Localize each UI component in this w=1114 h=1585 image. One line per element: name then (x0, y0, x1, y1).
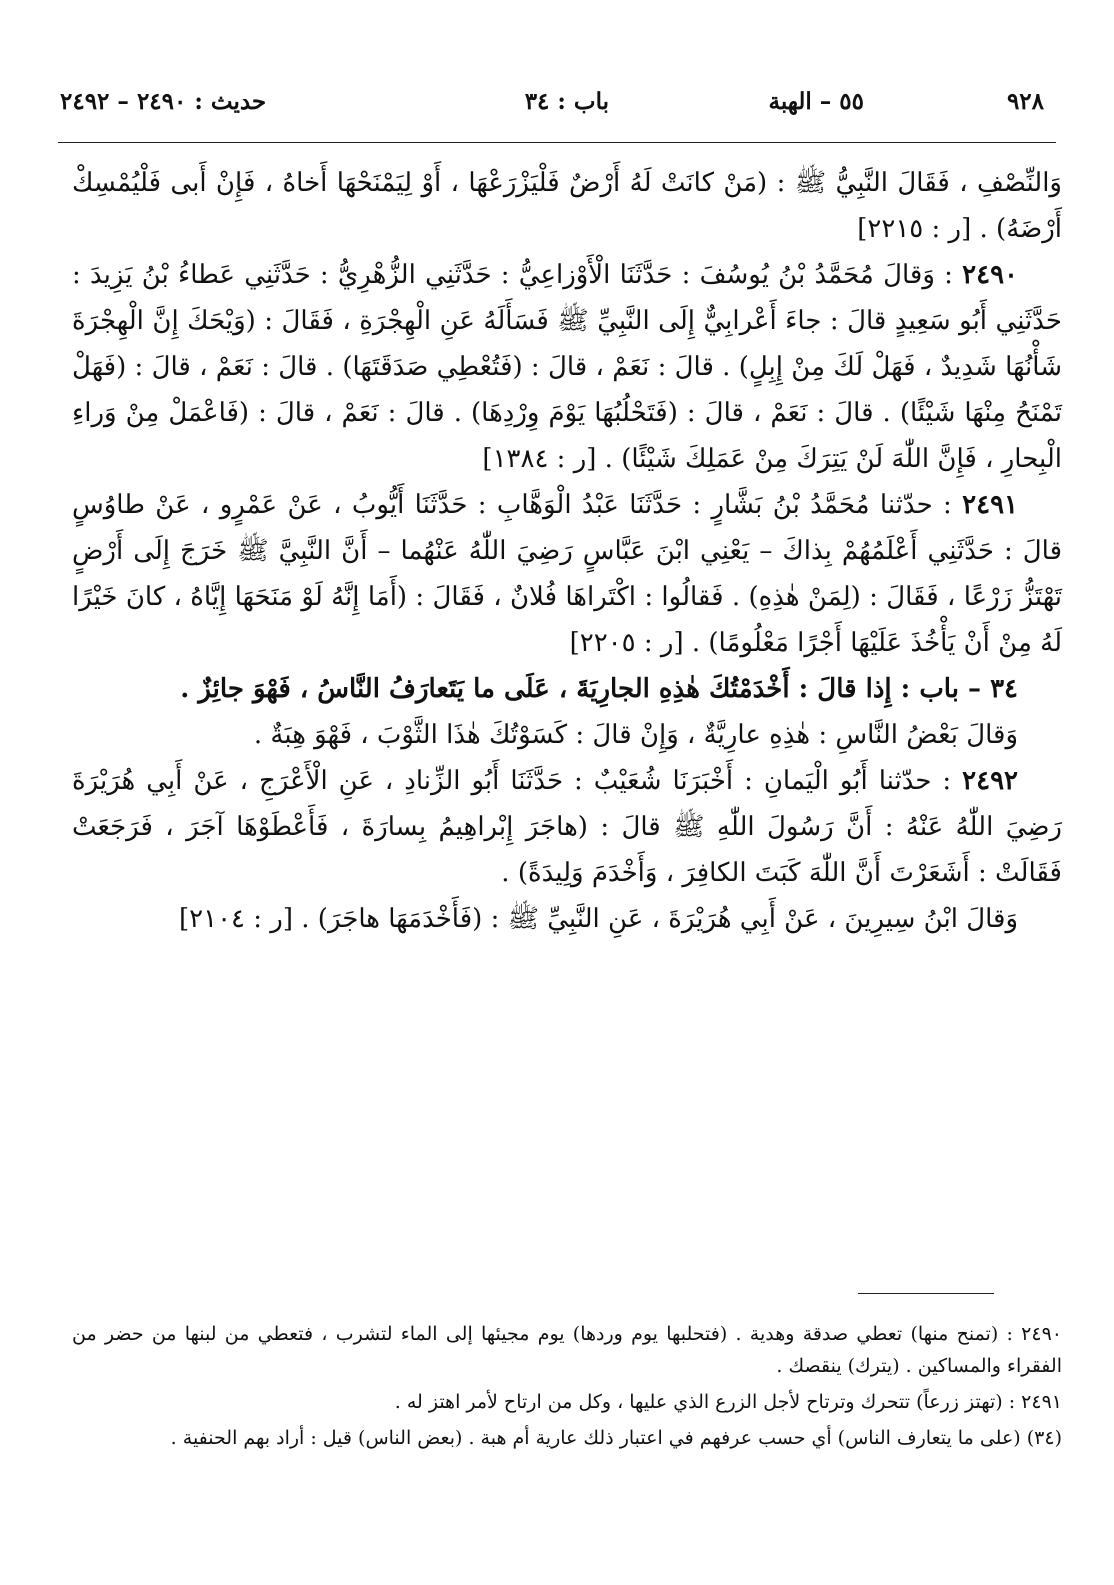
paragraph (72, 160, 1062, 252)
hadith-number: ٢٤٩١ (962, 490, 1018, 520)
hadith-number: ٢٤٩٠ (962, 260, 1018, 290)
running-header (60, 88, 1054, 128)
paragraph (72, 896, 1062, 942)
hadith-paragraph (72, 758, 1062, 896)
paragraph-text: : حدّثنا مُحَمَّدُ بْنُ بَشَّارٍ : حَدَّثَنَا عَبْدُ الْوَهَّابِ : حَدَّثَنَا أَيُّوبُ ، عَنْ عَمْرٍو ، عَنْ طاوُسٍ قالَ : حَدَّثَنِي أَعْلَمُهُمْ بِذاكَ – يَعْنِي ابْنَ عَبَّاسٍ رَضِيَ اللّٰهُ عَنْهُما – أَنَّ النَّبِيَّ ﷺ خَرَجَ إِلَى أَرْضٍ تَهْتَزُّ زَرْعًا ، فَقَالَ : (لِمَنْ هٰذِهِ) . فَقالُوا : اكْتَراهَا فُلانٌ ، فَقَالَ : (أَمَا إِنَّهُ لَوْ مَنَحَهَا إِيَّاهُ ، كانَ خَيْرًا لَهُ مِنْ أَنْ يَأْخُذَ عَلَيْهَا أَجْرًا مَعْلُومًا) . [ر : ٢٢٠٥] (72, 490, 1062, 658)
hadith-range: حديث : ٢٤٩٠ – ٢٤٩٢ (60, 88, 267, 115)
chapter-heading (72, 666, 1062, 712)
paragraph-text: وَقالَ ابْنُ سِيرِينَ ، عَنْ أَبِي هُرَيْرَةَ ، عَنِ النَّبِيِّ ﷺ : (فَأَخْدَمَهَا هاجَرَ) . [ر : ٢١٠٤] (179, 904, 1018, 934)
paragraph-text: : وَقالَ مُحَمَّدُ بْنُ يُوسُفَ : حَدَّثَنَا الْأَوْزاعِيُّ : حَدَّثَنِي الزُّهْرِيُّ : حَدَّثَنِي عَطاءُ بْنُ يَزِيدَ : حَدَّثَنِي أَبُو سَعِيدٍ قالَ : جاءَ أَعْرابِيٌّ إِلَى النَّبِيِّ ﷺ فَسَأَلَهُ عَنِ الْهِجْرَةِ ، فَقَالَ : (وَيْحَكَ إِنَّ الْهِجْرَةَ شَأْنُهَا شَدِيدٌ ، فَهَلْ لَكَ مِنْ إِبِلٍ) . قالَ : نَعَمْ ، قالَ : (فَتُعْطِي صَدَقَتَهَا) . قالَ : نَعَمْ ، قالَ : (فَهَلْ تَمْنَحُ مِنْهَا شَيْئًا) . قالَ : نَعَمْ ، قالَ : (فَتَحْلُبُهَا يَوْمَ وِرْدِهَا) . قالَ : نَعَمْ ، قالَ : (فَاعْمَلْ مِنْ وَراءِ الْبِحارِ ، فَإِنَّ اللّٰهَ لَنْ يَتِرَكَ مِنْ عَمَلِكَ شَيْئًا) . [ر : ١٣٨٤] (72, 260, 1062, 474)
paragraph-text: : حدّثنا أَبُو الْيَمانِ : أَخْبَرَنَا شُعَيْبٌ : حَدَّثَنَا أَبُو الزِّنادِ ، عَنِ الْأَعْرَجِ ، عَنْ أَبِي هُرَيْرَةَ رَضِيَ اللّٰهُ عَنْهُ : أَنَّ رَسُولَ اللّٰهِ ﷺ قالَ : (هاجَرَ إِبْراهِيمُ بِسارَةَ ، فَأَعْطَوْهَا آجَرَ ، فَرَجَعَتْ فَقَالَتْ : أَشَعَرْتَ أَنَّ اللّٰهَ كَبَتَ الكافِرَ ، وَأَخْدَمَ وَلِيدَةً) . (72, 766, 1062, 888)
chapter-heading-text: – باب : إِذا قالَ : أَخْدَمْتُكَ هٰذِهِ الجارِيَةَ ، عَلَى ما يَتَعارَفُ النَّاسُ ، فَهْوَ جائِزٌ . (180, 674, 991, 704)
main-text (72, 160, 1062, 942)
header-rule (58, 142, 1056, 143)
page-number: ٩٢٨ (1006, 88, 1044, 115)
hadith-number: ٢٤٩٢ (962, 766, 1018, 796)
chapter-number: ٣٤ (990, 674, 1018, 704)
paragraph (72, 712, 1062, 758)
hadith-paragraph (72, 482, 1062, 666)
hadith-paragraph (72, 252, 1062, 482)
paragraph-text: وَقالَ بَعْضُ النَّاسِ : هٰذِهِ عارِيَّةٌ ، وَإِنْ قالَ : كَسَوْتُكَ هٰذَا الثَّوْبَ ، فَهْوَ هِبَةٌ . (253, 720, 1018, 750)
paragraph-text: وَالنِّصْفِ ، فَقَالَ النَّبِيُّ ﷺ : (مَنْ كانَتْ لَهُ أَرْضٌ فَلْيَزْرَعْهَا ، أَوْ لِيَمْنَحْهَا أَخاهُ ، فَإِنْ أَبى فَلْيُمْسِكْ أَرْضَهُ) . [ر : ٢٢١٥] (72, 168, 1062, 244)
footnotes (72, 1318, 1062, 1458)
footnote: (٣٤) (على ما يتعارف الناس) أي حسب عرفهم في اعتبار ذلك عارية أم هبة . (بعض الناس) قيل : أراد بهم الحنفية . (170, 1427, 1062, 1449)
footnote-rule (858, 1293, 994, 1294)
chapter-label: باب : ٣٤ (524, 88, 609, 115)
footnote: ٢٤٩٠ : (تمنح منها) تعطي صدقة وهدية . (فتحلبها يوم وردها) يوم مجيئها إلى الماء لتشرب ، فتعطي من لبنها من حضر من الفقراء والمساكين . (يترك) ينقصك . (72, 1323, 1062, 1377)
book-title: ٥٥ – الهبة (768, 88, 864, 115)
footnote: ٢٤٩١ : (تهتز زرعاً) تتحرك وترتاح لأجل الزرع الذي عليها ، وكل من ارتاح لأمر اهتز له . (394, 1391, 1062, 1413)
